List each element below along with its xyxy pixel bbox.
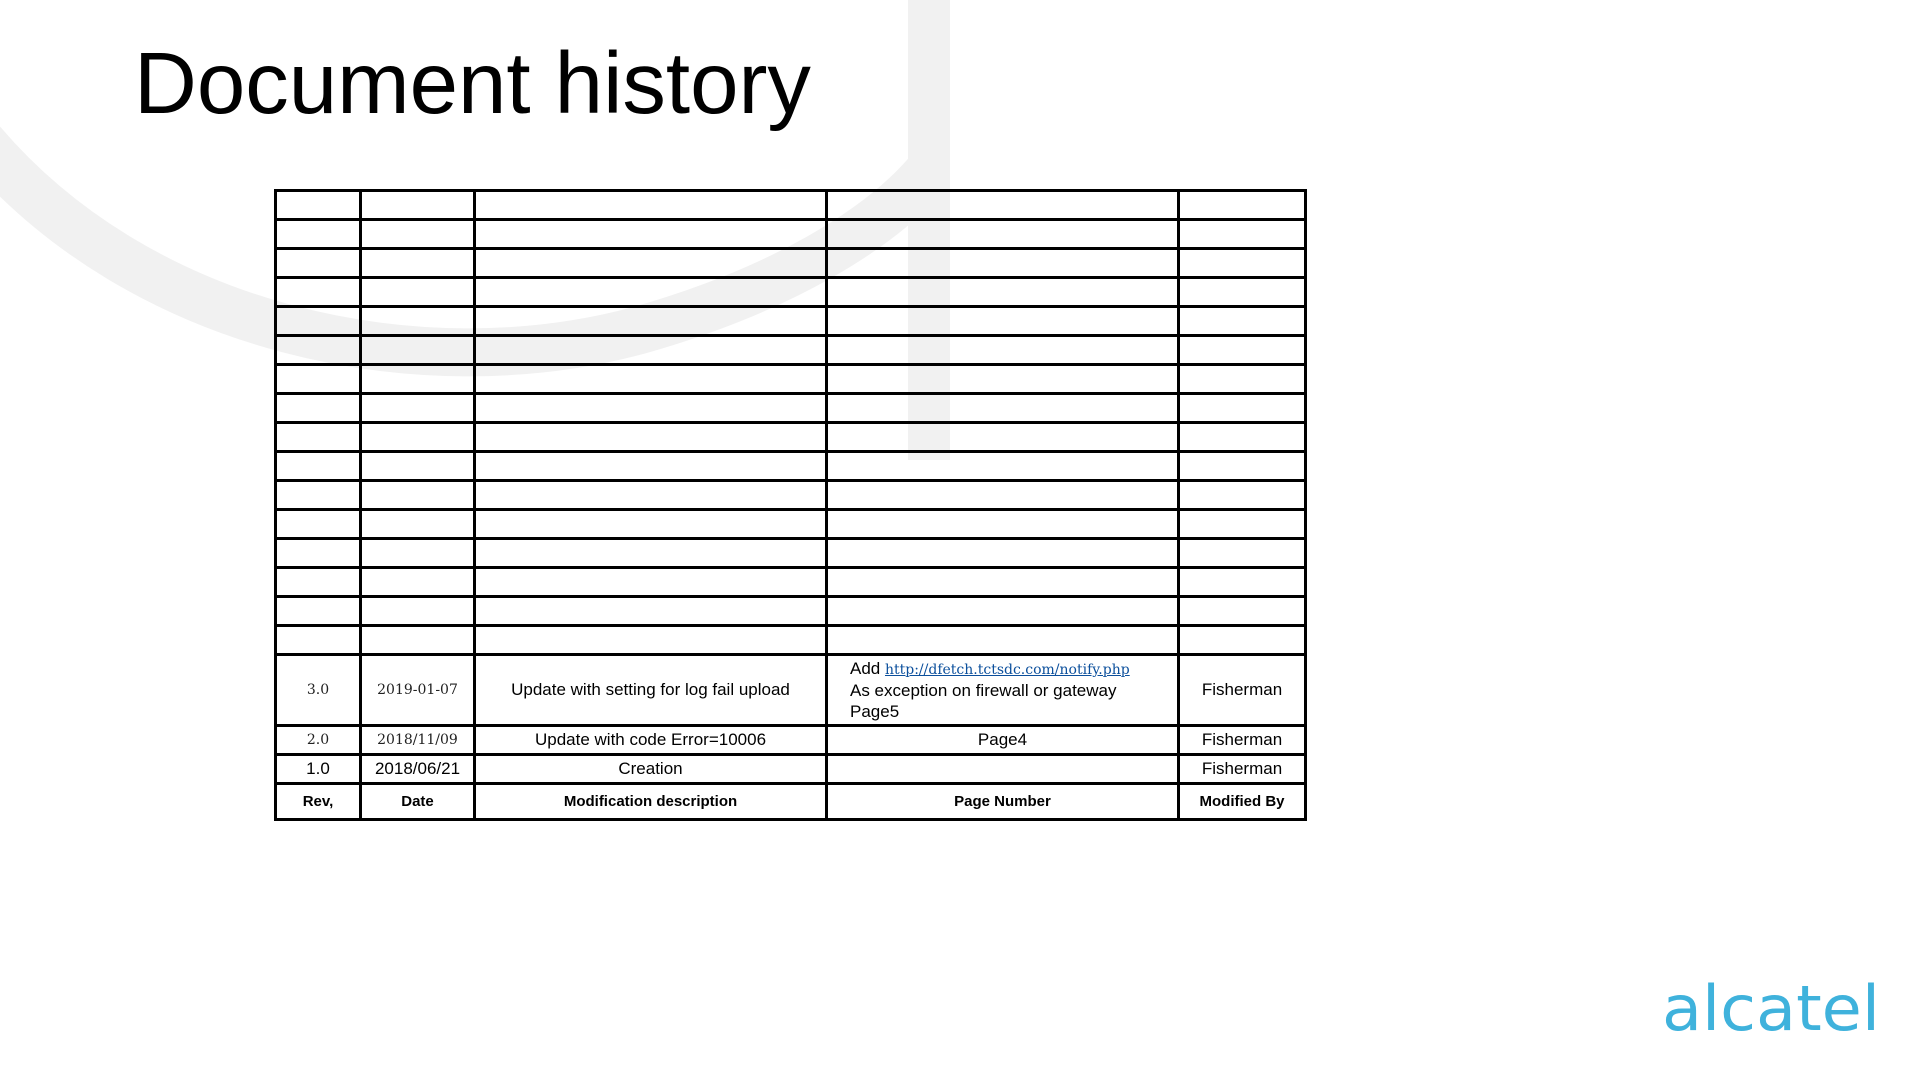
empty-cell [361,365,475,394]
empty-cell [475,191,827,220]
document-history-table [274,189,1307,821]
empty-cell [827,307,1179,336]
empty-table-row [276,307,1306,336]
empty-cell [475,278,827,307]
empty-table-row [276,510,1306,539]
empty-cell [276,394,361,423]
empty-cell [361,539,475,568]
empty-cell [475,394,827,423]
logo-text: alcatel [1662,980,1880,1044]
empty-cell [1179,568,1306,597]
page-number-cell [827,655,1179,726]
empty-cell [1179,394,1306,423]
empty-cell [1179,278,1306,307]
empty-cell [276,336,361,365]
empty-table-row [276,365,1306,394]
header-modified-by: Modified By [1179,784,1306,820]
empty-table-row [276,423,1306,452]
empty-cell [361,481,475,510]
modified-by-cell: Fisherman [1179,755,1306,784]
empty-cell [1179,510,1306,539]
table-header-row [276,784,1306,820]
empty-cell [276,510,361,539]
empty-cell [827,336,1179,365]
empty-cell [827,249,1179,278]
empty-cell [276,481,361,510]
alcatel-logo [1662,980,1882,1044]
empty-cell [475,626,827,655]
empty-cell [276,307,361,336]
empty-cell [827,365,1179,394]
empty-table-row [276,220,1306,249]
page-title: Document history [134,35,811,132]
empty-cell [475,452,827,481]
empty-cell [361,452,475,481]
date-cell: 2018/11/09 [361,726,475,755]
empty-cell [361,394,475,423]
page-number-cell [827,755,1179,784]
empty-cell [276,539,361,568]
empty-cell [276,278,361,307]
empty-cell [361,307,475,336]
header-description: Modification description [475,784,827,820]
empty-cell [1179,423,1306,452]
description-cell: Update with setting for log fail upload [475,655,827,726]
empty-cell [475,510,827,539]
empty-table-row [276,568,1306,597]
header-rev: Rev, [276,784,361,820]
empty-cell [827,220,1179,249]
empty-cell [1179,481,1306,510]
empty-cell [276,452,361,481]
modified-by-cell: Fisherman [1179,655,1306,726]
page-line-1 [850,658,1173,680]
empty-cell [827,568,1179,597]
empty-cell [827,510,1179,539]
empty-cell [1179,452,1306,481]
empty-cell [475,365,827,394]
empty-cell [276,220,361,249]
empty-cell [827,394,1179,423]
empty-table-row [276,481,1306,510]
empty-table-row [276,452,1306,481]
empty-cell [361,278,475,307]
rev-cell: 1.0 [276,755,361,784]
empty-cell [361,626,475,655]
empty-cell [361,191,475,220]
empty-cell [276,249,361,278]
empty-table-row [276,336,1306,365]
empty-cell [1179,249,1306,278]
empty-table-row [276,249,1306,278]
table-row [276,655,1306,726]
empty-cell [827,452,1179,481]
empty-table-row [276,539,1306,568]
empty-cell [276,365,361,394]
date-cell: 2019-01-07 [361,655,475,726]
page-line-2: As exception on firewall or gateway [850,680,1117,700]
description-cell: Update with code Error=10006 [475,726,827,755]
empty-cell [361,568,475,597]
empty-cell [1179,220,1306,249]
empty-cell [827,423,1179,452]
empty-cell [361,510,475,539]
empty-cell [475,249,827,278]
empty-cell [276,423,361,452]
empty-cell [475,307,827,336]
empty-cell [1179,365,1306,394]
empty-cell [475,539,827,568]
empty-cell [827,191,1179,220]
empty-cell [1179,597,1306,626]
empty-cell [361,220,475,249]
empty-table-row [276,394,1306,423]
empty-cell [827,597,1179,626]
empty-cell [1179,307,1306,336]
empty-cell [827,481,1179,510]
empty-cell [475,597,827,626]
empty-cell [475,568,827,597]
empty-cell [276,597,361,626]
empty-cell [475,423,827,452]
empty-cell [475,336,827,365]
empty-cell [276,568,361,597]
empty-cell [361,597,475,626]
date-cell: 2018/06/21 [361,755,475,784]
empty-table-row [276,626,1306,655]
page-prefix: Add [850,659,885,678]
empty-cell [361,423,475,452]
empty-cell [276,191,361,220]
empty-cell [827,539,1179,568]
empty-cell [276,626,361,655]
empty-cell [1179,336,1306,365]
page-line-3: Page5 [850,701,900,721]
page-number-cell: Page4 [827,726,1179,755]
notify-link[interactable]: http://dfetch.tctsdc.com/notify.php [884,662,1130,678]
modified-by-cell: Fisherman [1179,726,1306,755]
empty-cell [1179,539,1306,568]
empty-cell [361,249,475,278]
empty-cell [827,626,1179,655]
header-date: Date [361,784,475,820]
empty-cell [361,336,475,365]
empty-cell [1179,191,1306,220]
empty-table-row [276,278,1306,307]
empty-table-row [276,191,1306,220]
table-row [276,726,1306,755]
empty-cell [475,481,827,510]
empty-table-row [276,597,1306,626]
description-cell: Creation [475,755,827,784]
empty-cell [1179,626,1306,655]
empty-cell [475,220,827,249]
empty-cell [827,278,1179,307]
rev-cell: 2.0 [276,726,361,755]
header-page-number: Page Number [827,784,1179,820]
rev-cell: 3.0 [276,655,361,726]
table-row [276,755,1306,784]
